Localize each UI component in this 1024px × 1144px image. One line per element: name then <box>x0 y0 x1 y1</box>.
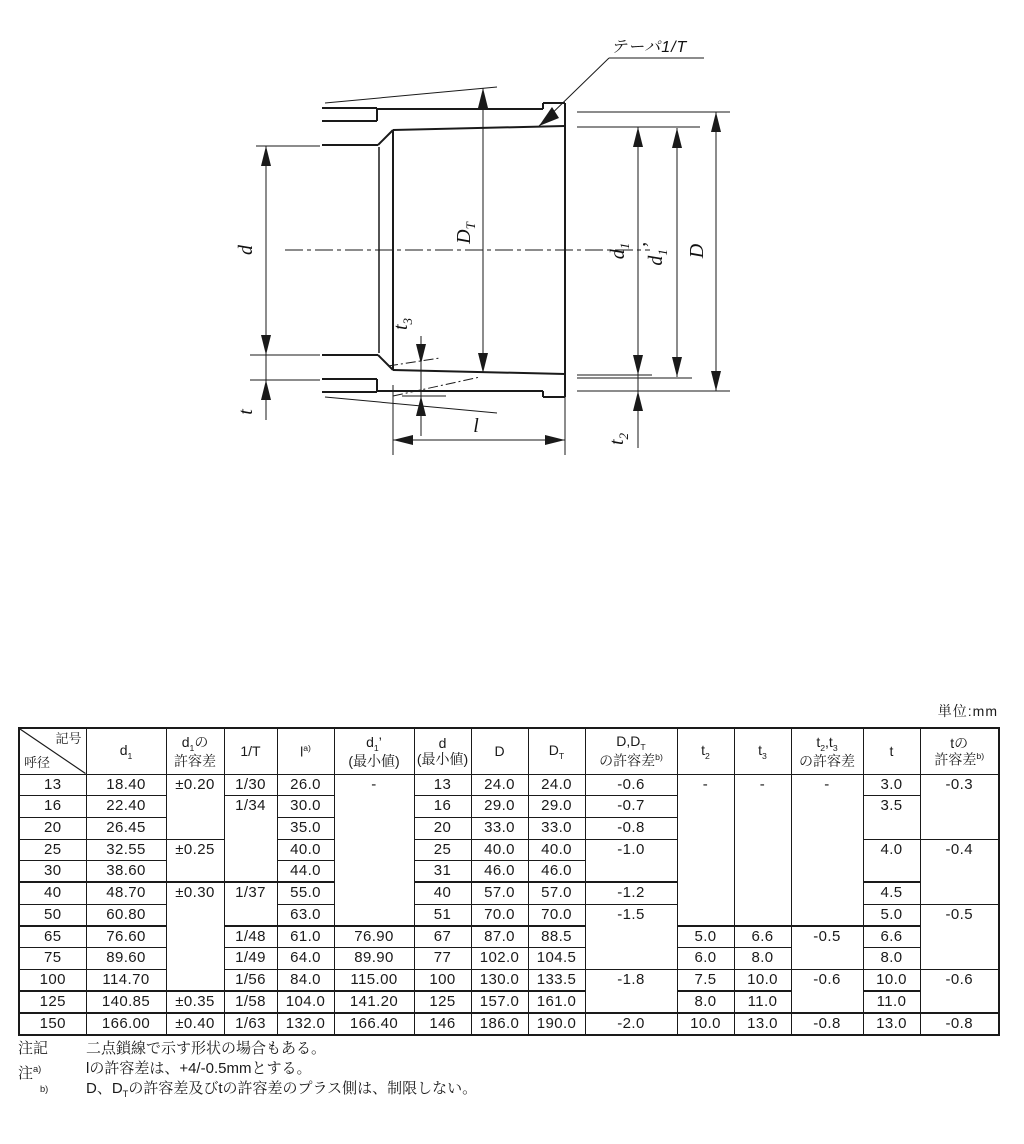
table-cell: -0.6 <box>585 774 677 796</box>
note-1 <box>18 1059 1018 1082</box>
dim-label-d1: $d_1$ <box>607 242 632 260</box>
table-cell: 65 <box>19 926 86 948</box>
table-cell: 84.0 <box>277 969 334 991</box>
table-cell: 63.0 <box>277 904 334 926</box>
column-header-10: $t_3$ <box>734 728 791 774</box>
table-cell: 5.0 <box>677 926 734 948</box>
table-cell: 75 <box>19 948 86 970</box>
table-cell: ±0.40 <box>166 1013 224 1035</box>
table-cell: -0.6 <box>920 969 999 1013</box>
table-cell: 40 <box>414 882 471 904</box>
corner-label-size: 呼径 <box>24 754 51 770</box>
table-cell: 125 <box>414 991 471 1013</box>
table-cell: 13.0 <box>863 1013 920 1035</box>
unit-label: 単位:mm <box>937 703 998 719</box>
table-cell: 150 <box>19 1013 86 1035</box>
note-tag: 注$^{a)}$ <box>18 1064 42 1082</box>
table-cell: 104.0 <box>277 991 334 1013</box>
table-cell: 13 <box>19 774 86 796</box>
table-cell: 51 <box>414 904 471 926</box>
table-cell: -0.8 <box>585 817 677 839</box>
table-cell: 16 <box>19 796 86 818</box>
table-cell: -0.8 <box>920 1013 999 1035</box>
table-cell: 133.5 <box>528 969 585 991</box>
dimension-table <box>18 727 1000 1036</box>
dimension-table-wrapper <box>18 727 1000 1036</box>
table-cell: 64.0 <box>277 948 334 970</box>
table-cell: 4.0 <box>863 839 920 882</box>
note-2 <box>18 1079 1018 1104</box>
table-cell: 25 <box>414 839 471 861</box>
table-cell: 166.00 <box>86 1013 166 1035</box>
table-cell: 115.00 <box>334 969 414 991</box>
table-cell: 1/58 <box>224 991 277 1013</box>
dim-label-d1-prime: $d_1$’ <box>639 242 670 266</box>
table-cell: 125 <box>19 991 86 1013</box>
table-cell: -1.0 <box>585 839 677 882</box>
table-cell: 50 <box>19 904 86 926</box>
table-cell: 22.40 <box>86 796 166 818</box>
table-cell: 16 <box>414 796 471 818</box>
table-cell: ±0.35 <box>166 991 224 1013</box>
table-cell: 10.0 <box>677 1013 734 1035</box>
table-row <box>19 1013 999 1035</box>
table-cell: 18.40 <box>86 774 166 796</box>
table-cell: - <box>734 774 791 926</box>
table-cell: 55.0 <box>277 882 334 904</box>
dim-label-d: d <box>235 245 257 255</box>
table-cell: -2.0 <box>585 1013 677 1035</box>
extension-lines <box>250 112 730 455</box>
table-cell: 60.80 <box>86 904 166 926</box>
table-cell: 48.70 <box>86 882 166 904</box>
table-cell: 140.85 <box>86 991 166 1013</box>
table-cell: 7.5 <box>677 969 734 991</box>
column-header-6: D <box>471 728 528 774</box>
table-cell: 57.0 <box>528 882 585 904</box>
table-cell: 1/49 <box>224 948 277 970</box>
corner-header-cell <box>19 728 86 774</box>
table-cell: 57.0 <box>471 882 528 904</box>
table-cell: -0.8 <box>791 1013 863 1035</box>
table-cell: 89.90 <box>334 948 414 970</box>
table-cell: 33.0 <box>528 817 585 839</box>
note-text: D、$D_T$の許容差及びtの許容差のプラス側は、制限しない。 <box>86 1080 478 1099</box>
table-cell: 1/56 <box>224 969 277 991</box>
table-cell: 3.5 <box>863 796 920 839</box>
table-cell: 8.0 <box>863 948 920 970</box>
column-header-0: $d_1$ <box>86 728 166 774</box>
table-cell: -0.5 <box>791 926 863 969</box>
table-cell: 104.5 <box>528 948 585 970</box>
dim-label-t3: $t_3$ <box>390 317 415 331</box>
table-cell: 30.0 <box>277 796 334 818</box>
table-cell: - <box>334 774 414 926</box>
column-header-9: $t_2$ <box>677 728 734 774</box>
table-cell: - <box>677 774 734 926</box>
table-cell: ±0.25 <box>166 839 224 882</box>
table-cell: 26.0 <box>277 774 334 796</box>
note-tag: b) <box>40 1084 49 1094</box>
column-header-13: tの 許容差$^{b)}$ <box>920 728 999 774</box>
table-cell: 10.0 <box>734 969 791 991</box>
table-cell: 38.60 <box>86 861 166 883</box>
table-cell: 1/37 <box>224 882 277 925</box>
table-cell: 77 <box>414 948 471 970</box>
column-header-8: $D,D_T$ の許容差$^{b)}$ <box>585 728 677 774</box>
table-cell: 114.70 <box>86 969 166 991</box>
table-cell: 46.0 <box>471 861 528 883</box>
table-cell: 88.5 <box>528 926 585 948</box>
table-cell: 11.0 <box>734 991 791 1013</box>
table-cell: 35.0 <box>277 817 334 839</box>
table-cell: 130.0 <box>471 969 528 991</box>
table-cell: 141.20 <box>334 991 414 1013</box>
table-cell: 20 <box>19 817 86 839</box>
column-header-3: $l^{a)}$ <box>277 728 334 774</box>
table-cell: 40.0 <box>528 839 585 861</box>
table-cell: 31 <box>414 861 471 883</box>
table-cell: 6.6 <box>863 926 920 948</box>
table-cell: 29.0 <box>528 796 585 818</box>
table-row <box>19 774 999 796</box>
table-cell: 132.0 <box>277 1013 334 1035</box>
table-cell: -0.4 <box>920 839 999 904</box>
table-cell: 32.55 <box>86 839 166 861</box>
table-cell: -0.3 <box>920 774 999 839</box>
table-cell: 8.0 <box>734 948 791 970</box>
table-cell: 89.60 <box>86 948 166 970</box>
dim-label-D: D <box>686 243 708 259</box>
table-cell: 5.0 <box>863 904 920 926</box>
table-cell: ±0.20 <box>166 774 224 839</box>
table-cell: 40 <box>19 882 86 904</box>
notes <box>18 1039 1018 1104</box>
table-cell: 76.60 <box>86 926 166 948</box>
table-cell: 46.0 <box>528 861 585 883</box>
column-header-7: $D_T$ <box>528 728 585 774</box>
table-cell: 13 <box>414 774 471 796</box>
column-header-12: t <box>863 728 920 774</box>
table-cell: 30 <box>19 861 86 883</box>
table-cell: 87.0 <box>471 926 528 948</box>
corner-label-symbol: 記号 <box>55 731 82 746</box>
table-cell: -1.5 <box>585 904 677 969</box>
header-row <box>19 728 999 774</box>
table-cell: 67 <box>414 926 471 948</box>
table-cell: 70.0 <box>471 904 528 926</box>
table-cell: 29.0 <box>471 796 528 818</box>
table-cell: 102.0 <box>471 948 528 970</box>
dim-label-DT: $D_T$ <box>453 222 478 244</box>
column-header-1: $d_1$の 許容差 <box>166 728 224 774</box>
table-cell: -0.6 <box>791 969 863 1013</box>
table-cell: 3.0 <box>863 774 920 796</box>
column-header-4: $d_1$’ (最小値) <box>334 728 414 774</box>
table-cell: 1/30 <box>224 774 277 796</box>
table-cell: 146 <box>414 1013 471 1035</box>
table-cell: 1/63 <box>224 1013 277 1035</box>
note-text: lの許容差は、+4/-0.5mmとする。 <box>86 1060 312 1077</box>
table-cell: 161.0 <box>528 991 585 1013</box>
dimension-lines <box>266 58 716 448</box>
dim-label-l: l <box>473 415 479 437</box>
table-cell: ±0.30 <box>166 882 224 990</box>
table-cell: 20 <box>414 817 471 839</box>
note-tag: 注記 <box>18 1040 49 1057</box>
table-cell: 40.0 <box>277 839 334 861</box>
dim-label-t: t <box>235 409 257 415</box>
table-cell: 8.0 <box>677 991 734 1013</box>
table-cell: -1.2 <box>585 882 677 904</box>
table-cell: 10.0 <box>863 969 920 991</box>
table-cell: 166.40 <box>334 1013 414 1035</box>
table-cell: 100 <box>414 969 471 991</box>
table-cell: 190.0 <box>528 1013 585 1035</box>
table-cell: 11.0 <box>863 991 920 1013</box>
dim-label-t2: $t_2$ <box>606 432 631 446</box>
table-cell: 44.0 <box>277 861 334 883</box>
table-cell: 26.45 <box>86 817 166 839</box>
note-0 <box>18 1039 1018 1059</box>
table-cell: 100 <box>19 969 86 991</box>
table-cell: 40.0 <box>471 839 528 861</box>
table-cell: 76.90 <box>334 926 414 948</box>
table-cell: -0.7 <box>585 796 677 818</box>
table-cell: -1.8 <box>585 969 677 1013</box>
table-cell: 13.0 <box>734 1013 791 1035</box>
table-cell: 1/34 <box>224 796 277 883</box>
table-cell: 6.0 <box>677 948 734 970</box>
table-cell: 24.0 <box>528 774 585 796</box>
column-header-5: d (最小値) <box>414 728 471 774</box>
table-cell: 33.0 <box>471 817 528 839</box>
table-cell: -0.5 <box>920 904 999 969</box>
table-cell: 186.0 <box>471 1013 528 1035</box>
column-header-2: 1/T <box>224 728 277 774</box>
table-cell: 4.5 <box>863 882 920 904</box>
technical-drawing <box>0 0 1024 500</box>
table-cell: - <box>791 774 863 926</box>
taper-label: テーパ1/T <box>611 39 688 56</box>
table-cell: 24.0 <box>471 774 528 796</box>
table-cell: 6.6 <box>734 926 791 948</box>
table-cell: 157.0 <box>471 991 528 1013</box>
table-cell: 70.0 <box>528 904 585 926</box>
table-cell: 1/48 <box>224 926 277 948</box>
table-cell: 25 <box>19 839 86 861</box>
table-cell: 61.0 <box>277 926 334 948</box>
column-header-11: $t_2,t_3$ の許容差 <box>791 728 863 774</box>
note-text: 二点鎖線で示す形状の場合もある。 <box>86 1040 327 1057</box>
